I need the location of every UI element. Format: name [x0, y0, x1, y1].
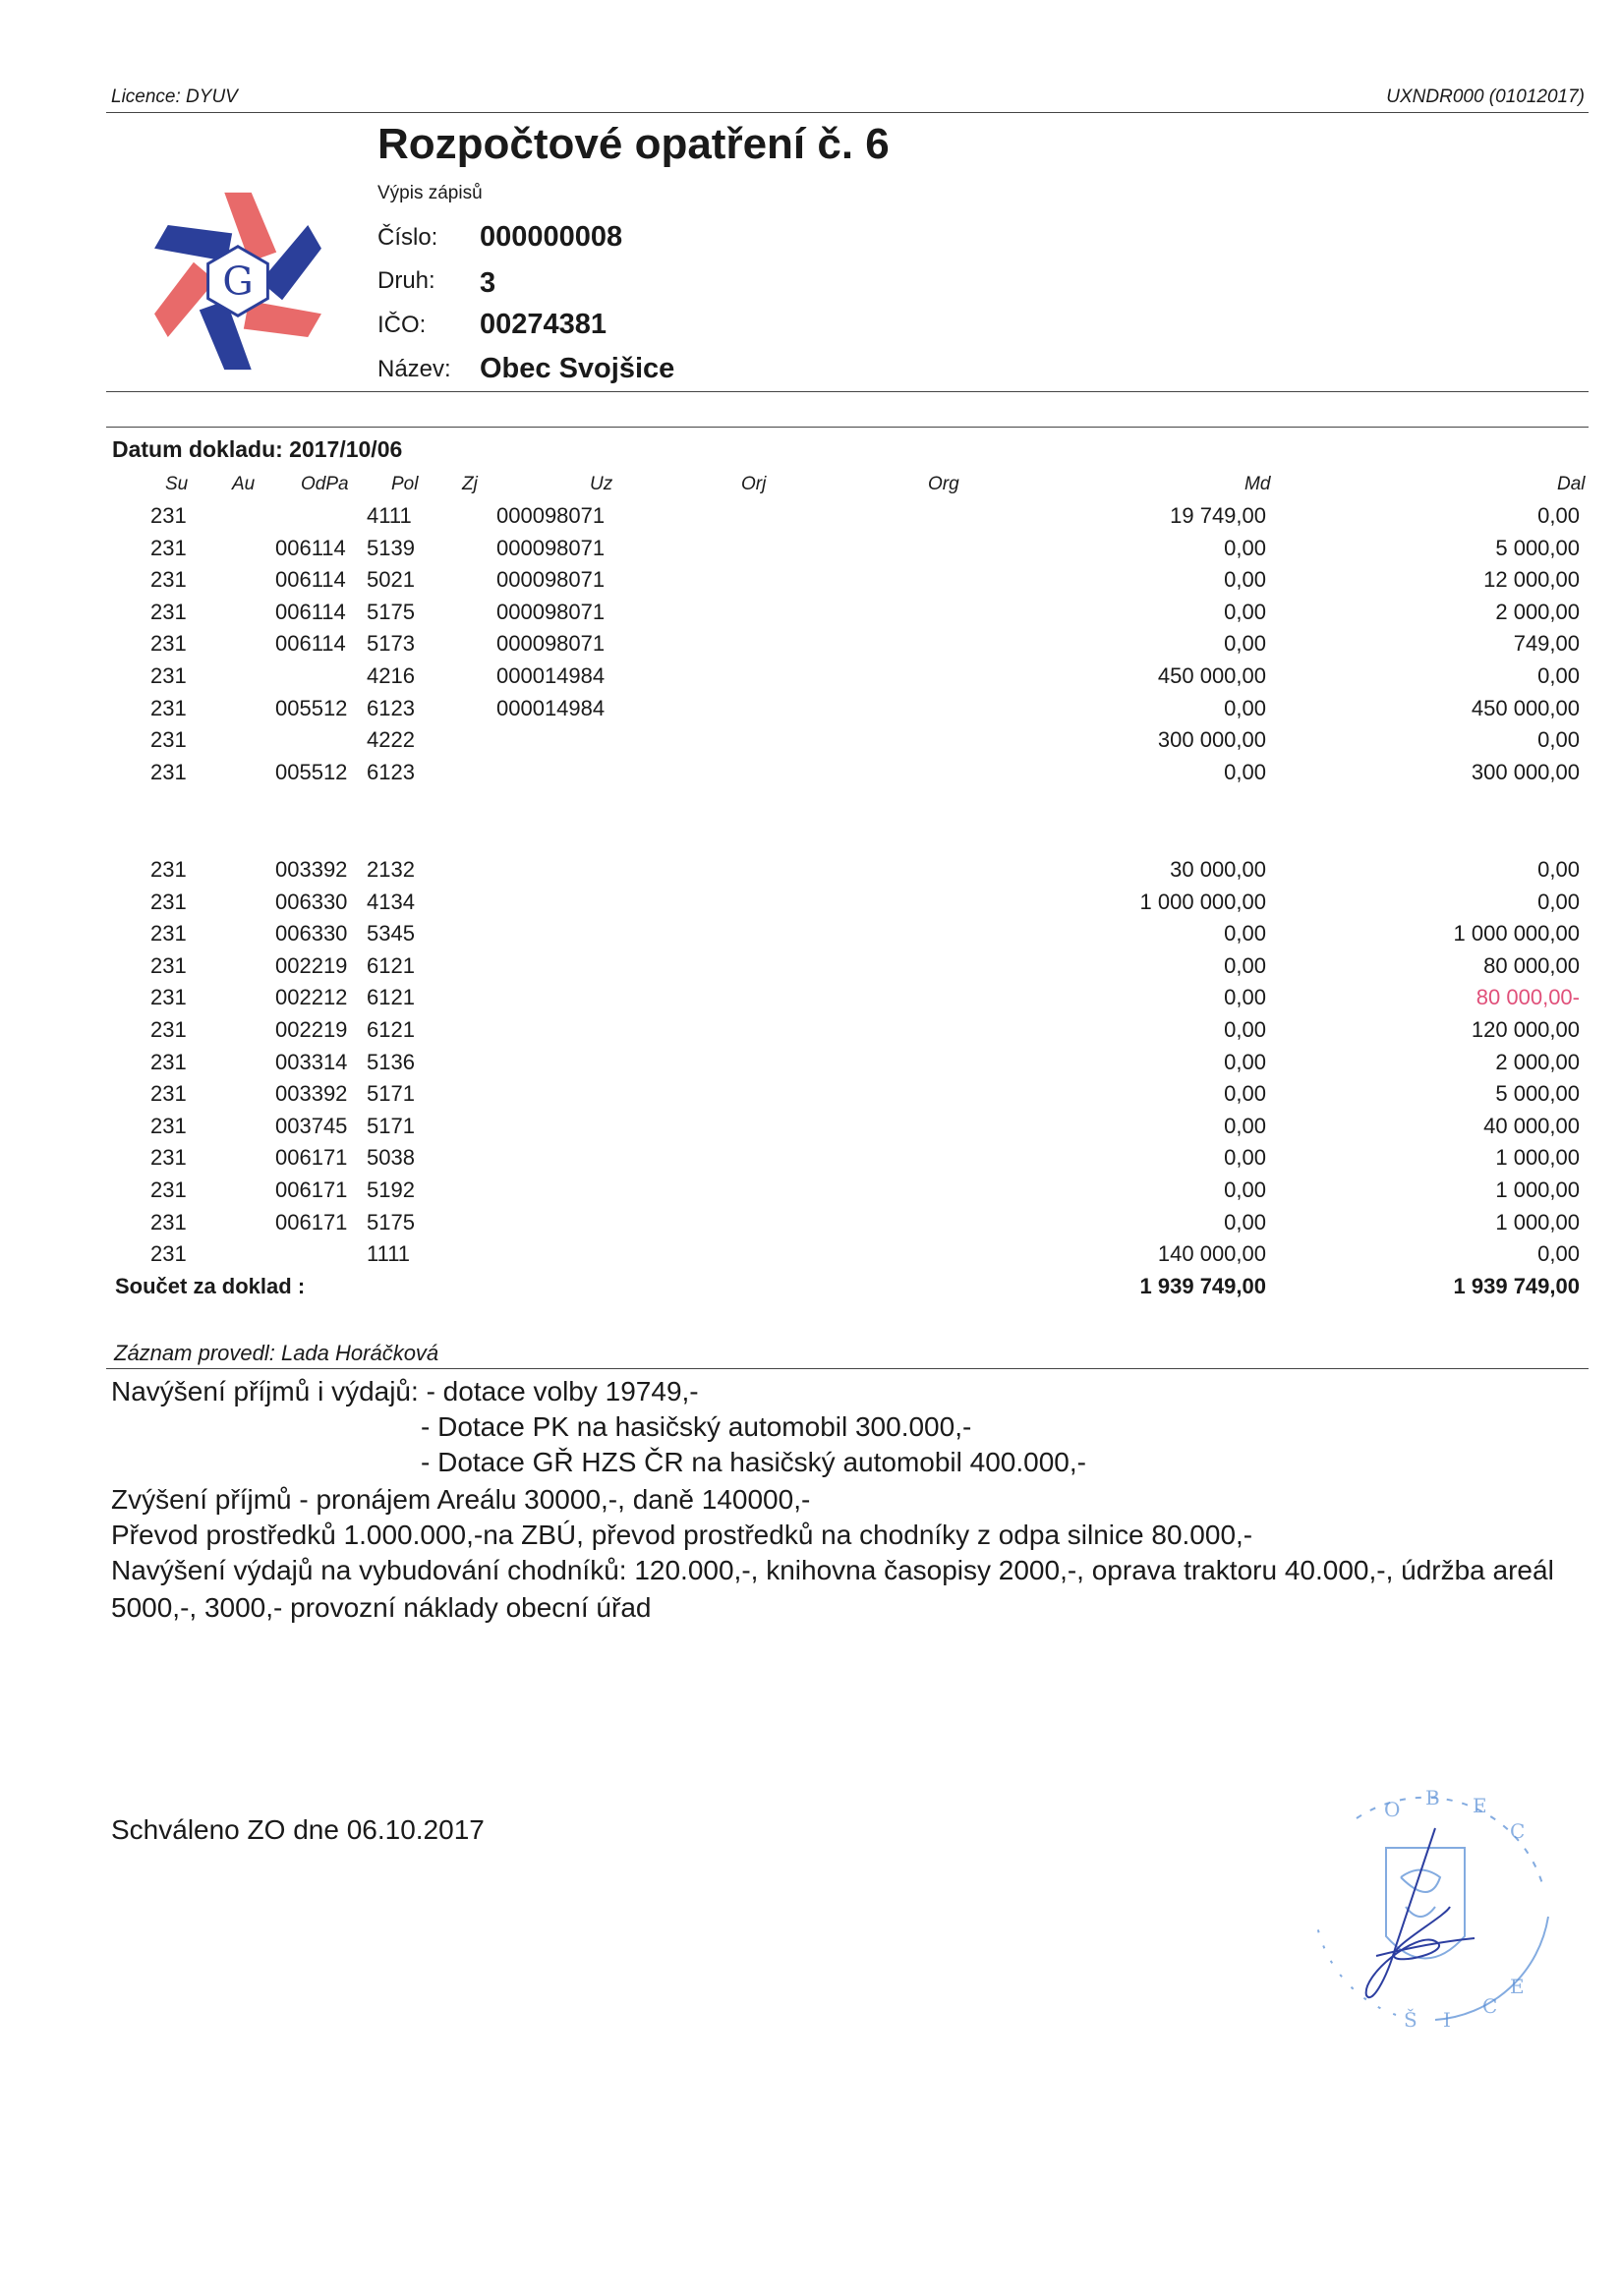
- footer-rule: [106, 1368, 1589, 1369]
- cell-md: 0,00: [1224, 1113, 1266, 1138]
- cell-dal: 40 000,00: [1483, 1113, 1580, 1138]
- cell-md: 0,00: [1224, 1081, 1266, 1107]
- cell-md: 0,00: [1224, 952, 1266, 978]
- meta-label-cislo: Číslo:: [377, 224, 438, 251]
- cell-dal: 1 000 000,00: [1453, 921, 1580, 947]
- cell-dal: 5 000,00: [1495, 1081, 1580, 1107]
- cell-dal: 0,00: [1537, 503, 1580, 528]
- cell-pol: 5192: [367, 1177, 415, 1202]
- cell-pol: 6123: [367, 759, 415, 784]
- cell-md: 0,00: [1224, 1017, 1266, 1042]
- cell-odpa: 003392: [275, 857, 348, 882]
- cell-dal: 300 000,00: [1471, 759, 1580, 784]
- cell-pol: 4216: [367, 663, 415, 688]
- col-header-org: Org: [928, 474, 959, 494]
- cell-md: 30 000,00: [1170, 857, 1266, 882]
- cell-pol: 4134: [367, 889, 415, 914]
- cell-pol: 4222: [367, 727, 415, 753]
- col-header-dal: Dal: [1557, 474, 1586, 494]
- cell-uz: 000098071: [496, 535, 606, 560]
- cell-su: 231: [150, 695, 187, 720]
- total-md: 1 939 749,00: [1139, 1274, 1266, 1298]
- meta-label-nazev: Název:: [377, 356, 451, 382]
- cell-odpa: 003392: [275, 1081, 348, 1107]
- cell-pol: 5175: [367, 599, 415, 624]
- cell-md: 140 000,00: [1157, 1241, 1266, 1267]
- cell-md: 0,00: [1224, 921, 1266, 947]
- cell-md: 0,00: [1224, 695, 1266, 720]
- licence-text: Licence: DYUV: [111, 86, 238, 107]
- cell-odpa: 006114: [275, 567, 346, 593]
- cell-su: 231: [150, 727, 187, 753]
- col-header-orj: Orj: [741, 474, 767, 494]
- cell-su: 231: [150, 535, 187, 560]
- cell-dal: 749,00: [1513, 631, 1580, 657]
- cell-odpa: 003745: [275, 1113, 348, 1138]
- cell-su: 231: [150, 952, 187, 978]
- svg-text:C: C: [1510, 1819, 1526, 1843]
- cell-su: 231: [150, 857, 187, 882]
- cell-odpa: 005512: [275, 695, 348, 720]
- cell-pol: 5175: [367, 1209, 415, 1234]
- cell-md: 0,00: [1224, 1177, 1266, 1202]
- cell-odpa: 006171: [275, 1209, 348, 1234]
- cell-pol: 5171: [367, 1081, 415, 1107]
- svg-text:G: G: [222, 259, 254, 305]
- cell-su: 231: [150, 1177, 187, 1202]
- cell-md: 0,00: [1224, 567, 1266, 593]
- cell-su: 231: [150, 567, 187, 593]
- col-header-au: Au: [232, 474, 256, 494]
- cell-su: 231: [150, 1017, 187, 1042]
- meta-value-cislo: 000000008: [480, 221, 623, 253]
- cell-dal: 120 000,00: [1471, 1017, 1580, 1042]
- cell-md: 0,00: [1224, 1145, 1266, 1171]
- cell-su: 231: [150, 889, 187, 914]
- note-line: - Dotace PK na hasičský automobil 300.000,-: [421, 1411, 972, 1442]
- cell-uz: 000098071: [496, 599, 606, 624]
- logo-icon: [142, 185, 334, 377]
- cell-odpa: 006114: [275, 631, 346, 657]
- cell-dal: 450 000,00: [1471, 695, 1580, 720]
- cell-su: 231: [150, 1241, 187, 1267]
- cell-pol: 5173: [367, 631, 415, 657]
- cell-dal: 1 000,00: [1495, 1145, 1580, 1171]
- cell-dal: 0,00: [1537, 889, 1580, 914]
- cell-md: 0,00: [1224, 1209, 1266, 1234]
- cell-dal: 0,00: [1537, 727, 1580, 753]
- cell-dal: 5 000,00: [1495, 535, 1580, 560]
- cell-odpa: 006171: [275, 1145, 348, 1171]
- cell-md: 0,00: [1224, 985, 1266, 1010]
- cell-pol: 6121: [367, 1017, 415, 1042]
- cell-md: 0,00: [1224, 759, 1266, 784]
- cell-pol: 2132: [367, 857, 415, 882]
- col-header-odpa: OdPa: [301, 474, 349, 494]
- cell-odpa: 002212: [275, 985, 348, 1010]
- cell-dal: 0,00: [1537, 1241, 1580, 1267]
- cell-md: 0,00: [1224, 535, 1266, 560]
- cell-pol: 6121: [367, 985, 415, 1010]
- cell-dal: 1 000,00: [1495, 1209, 1580, 1234]
- cell-su: 231: [150, 503, 187, 528]
- top-rule: [106, 112, 1589, 113]
- note-line: Navýšení výdajů na vybudování chodníků: 120.000,-, knihovna časopisy 2000,-, oprava traktoru 40.000,-, údržba areál: [111, 1555, 1554, 1585]
- col-header-md: Md: [1244, 474, 1271, 494]
- meta-label-ico: IČO:: [377, 312, 427, 338]
- cell-uz: 000098071: [496, 567, 606, 593]
- note-line: Navýšení příjmů i výdajů: - dotace volby 19749,-: [111, 1376, 699, 1406]
- recorded-by: Záznam provedl: Lada Horáčková: [114, 1341, 439, 1365]
- col-header-uz: Uz: [590, 474, 613, 494]
- col-header-pol: Pol: [391, 474, 419, 494]
- meta-value-ico: 00274381: [480, 309, 608, 340]
- cell-pol: 5171: [367, 1113, 415, 1138]
- cell-uz: 000098071: [496, 631, 606, 657]
- cell-uz: 000014984: [496, 695, 606, 720]
- cell-odpa: 002219: [275, 1017, 348, 1042]
- cell-md: 300 000,00: [1157, 727, 1266, 753]
- page-title: Rozpočtové opatření č. 6: [377, 120, 890, 168]
- total-dal: 1 939 749,00: [1453, 1274, 1580, 1298]
- cell-dal: 80 000,00: [1483, 952, 1580, 978]
- cell-md: 0,00: [1224, 599, 1266, 624]
- cell-odpa: 006114: [275, 535, 346, 560]
- meta-value-druh: 3: [480, 267, 496, 299]
- cell-uz: 000014984: [496, 663, 606, 688]
- cell-odpa: 002219: [275, 952, 348, 978]
- cell-su: 231: [150, 921, 187, 947]
- cell-md: 1 000 000,00: [1139, 889, 1266, 914]
- document-date: Datum dokladu: 2017/10/06: [112, 436, 403, 462]
- cell-odpa: 005512: [275, 759, 348, 784]
- cell-dal: 80 000,00-: [1475, 985, 1580, 1010]
- cell-uz: 000098071: [496, 503, 606, 528]
- cell-su: 231: [150, 759, 187, 784]
- meta-value-nazev: Obec Svojšice: [480, 353, 675, 384]
- stamp-icon: [1278, 1769, 1573, 2054]
- header-rule-1: [106, 391, 1589, 392]
- svg-text:I: I: [1443, 2008, 1451, 2032]
- cell-md: 19 749,00: [1170, 503, 1266, 528]
- cell-md: 450 000,00: [1157, 663, 1266, 688]
- note-line: - Dotace GŘ HZS ČR na hasičský automobil 400.000,-: [421, 1447, 1086, 1477]
- total-label: Součet za doklad :: [115, 1274, 306, 1298]
- meta-label-druh: Druh:: [377, 267, 435, 294]
- cell-dal: 2 000,00: [1495, 599, 1580, 624]
- cell-su: 231: [150, 1145, 187, 1171]
- svg-text:Š: Š: [1404, 2008, 1418, 2032]
- page-subtitle: Výpis zápisů: [377, 183, 483, 203]
- note-line: Zvýšení příjmů - pronájem Areálu 30000,-, daně 140000,-: [111, 1484, 811, 1515]
- col-header-zj: Zj: [462, 474, 478, 494]
- cell-pol: 1111: [367, 1241, 411, 1267]
- svg-text:E: E: [1510, 1975, 1525, 1998]
- cell-dal: 0,00: [1537, 663, 1580, 688]
- header-rule-2: [106, 427, 1589, 428]
- svg-text:E: E: [1473, 1794, 1487, 1817]
- svg-text:B: B: [1425, 1786, 1440, 1809]
- cell-odpa: 006330: [275, 921, 348, 947]
- cell-dal: 0,00: [1537, 857, 1580, 882]
- cell-pol: 6121: [367, 952, 415, 978]
- svg-text:O: O: [1384, 1798, 1401, 1821]
- cell-pol: 5021: [367, 567, 415, 593]
- cell-su: 231: [150, 631, 187, 657]
- cell-su: 231: [150, 1113, 187, 1138]
- note-line: 5000,-, 3000,- provozní náklady obecní úřad: [111, 1592, 652, 1623]
- cell-su: 231: [150, 663, 187, 688]
- cell-odpa: 006171: [275, 1177, 348, 1202]
- document-code: UXNDR000 (01012017): [1386, 86, 1585, 107]
- cell-pol: 5136: [367, 1049, 415, 1074]
- cell-md: 0,00: [1224, 631, 1266, 657]
- cell-su: 231: [150, 1081, 187, 1107]
- cell-pol: 4111: [367, 503, 412, 528]
- cell-su: 231: [150, 599, 187, 624]
- note-line: Převod prostředků 1.000.000,-na ZBÚ, převod prostředků na chodníky z odpa silnice 80.000,-: [111, 1520, 1253, 1550]
- col-header-su: Su: [165, 474, 189, 494]
- cell-su: 231: [150, 1209, 187, 1234]
- cell-dal: 2 000,00: [1495, 1049, 1580, 1074]
- cell-su: 231: [150, 985, 187, 1010]
- cell-odpa: 006114: [275, 599, 346, 624]
- cell-md: 0,00: [1224, 1049, 1266, 1074]
- approval-text: Schváleno ZO dne 06.10.2017: [111, 1814, 485, 1845]
- cell-su: 231: [150, 1049, 187, 1074]
- cell-odpa: 006330: [275, 889, 348, 914]
- cell-pol: 6123: [367, 695, 415, 720]
- cell-odpa: 003314: [275, 1049, 348, 1074]
- cell-dal: 12 000,00: [1483, 567, 1580, 593]
- cell-pol: 5139: [367, 535, 415, 560]
- cell-dal: 1 000,00: [1495, 1177, 1580, 1202]
- cell-pol: 5345: [367, 921, 415, 947]
- cell-pol: 5038: [367, 1145, 415, 1171]
- svg-text:C: C: [1482, 1994, 1498, 2018]
